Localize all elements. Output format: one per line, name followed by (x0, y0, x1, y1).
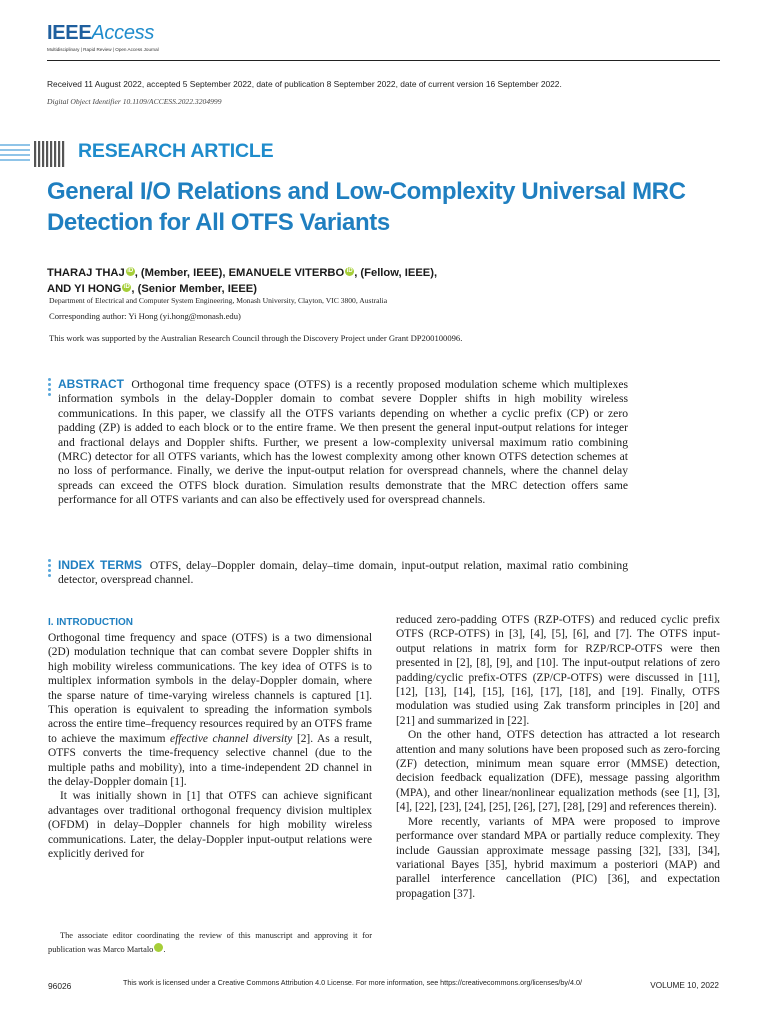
section-heading: I. INTRODUCTION (48, 617, 133, 628)
author-role: , (Senior Member, IEEE) (131, 283, 257, 295)
banner-stripes-icon (0, 141, 70, 167)
index-terms (58, 558, 628, 588)
affiliation: Department of Electrical and Computer System Engineering, Monash University, Clayton, VIC 3800, Australia (49, 296, 388, 305)
orcid-icon[interactable]: iD (127, 268, 134, 274)
editor-note-end: . (163, 945, 166, 954)
paragraph: More recently, variants of MPA were proposed to improve performance over standard MPA or partially reduce complexity. They include Gaussian approximate message passing [32], [33], [34], variational Bayes [35], hybrid maximum a posteriori (MAP) and parallel interference cancellation (PIC) [36], and expectation propagation [37]. (396, 815, 720, 900)
author-role: , (Fellow, IEEE), (354, 267, 438, 279)
header-divider (47, 60, 720, 61)
author-list (47, 265, 667, 297)
abstract-dots-icon (48, 378, 52, 398)
article-type-label: RESEARCH ARTICLE (78, 140, 274, 162)
doi: Digital Object Identifier 10.1109/ACCESS.2022.3204999 (47, 97, 222, 106)
corresponding-author: Corresponding author: Yi Hong (yi.hong@monash.edu) (49, 311, 241, 321)
editor-note-text: The associate editor coordinating the review of this manuscript and approving it for publication was Marco Martalo (48, 931, 372, 954)
emphasis-text: effective channel diversity (170, 732, 293, 745)
funding-statement: This work was supported by the Australian Research Council through the Discovery Project under Grant DP200100096. (49, 333, 463, 343)
author-name[interactable]: AND YI HONG (47, 283, 122, 295)
author-name[interactable]: THARAJ THAJ (47, 267, 125, 279)
editor-note (48, 929, 372, 957)
abstract-label: ABSTRACT (58, 377, 124, 391)
received-dates: Received 11 August 2022, accepted 5 September 2022, date of publication 8 September 2022, date of current version 16 September 2022. (47, 79, 562, 89)
orcid-icon[interactable]: iD (154, 943, 163, 952)
logo-ieee-text: IEEE (47, 22, 92, 44)
license-note[interactable]: This work is licensed under a Creative Commons Attribution 4.0 License. For more information, see https://creativecommons.org/licenses/by/4.0/ (123, 978, 583, 987)
logo-tagline: Multidisciplinary | Rapid Review | Open Access Journal (47, 47, 159, 52)
paragraph: On the other hand, OTFS detection has attracted a lot research attention and many solutions have been proposed such as zero-forcing (ZF) detection, minimum mean square error (MMSE) detection, decision feedback equalization (DFE), message passing algorithm (MPA), and other linear/nonlinear equalization methods (see [1], [3], [4], [22], [23], [24], [25], [26], [27], [28], [29] and references therein). (396, 729, 720, 814)
orcid-icon[interactable]: iD (123, 284, 130, 290)
index-terms-text: OTFS, delay–Doppler domain, delay–time domain, input-output relation, maximal ratio combining detector, overspread channel. (58, 559, 629, 587)
logo-access-text: Access (91, 22, 155, 44)
orcid-icon[interactable]: iD (346, 268, 353, 274)
logo-wordmark (47, 22, 159, 44)
right-column (396, 613, 720, 901)
index-terms-label: INDEX TERMS (58, 558, 143, 572)
paragraph: reduced zero-padding OTFS (RZP-OTFS) and reduced cyclic prefix OTFS (RCP-OTFS) in [3], [4], [5], [6], and [7]. The OTFS input-output relations in matrix form for RZP/RCP-OTFS were then presented in [2], [8], [9], and [10]. The input-output relations of zero padding/cyclic prefix-OTFS (ZP/CP-OTFS) were discussed in [11], [12], [13], [14], [15], [16], [17], [18], and [19]. Finally, OTFS modulation was studied using Zak transform principles in [20] and [21] and summarized in [22]. (396, 614, 720, 727)
author-name[interactable]: EMANUELE VITERBO (228, 267, 345, 279)
paragraph: It was initially shown in [1] that OTFS can achieve significant advantages over traditional orthogonal frequency division multiplex (OFDM) in delay–Doppler channels for high mobility wireless communications. Later, the delay-Doppler input-output relations were explicitly derived for (48, 790, 372, 861)
author-role: , (Member, IEEE), (134, 267, 229, 279)
abstract (58, 377, 628, 508)
article-type-banner (0, 137, 280, 169)
journal-logo[interactable] (47, 22, 159, 52)
index-terms-dots-icon (48, 559, 52, 579)
left-column (48, 616, 372, 862)
volume-label: VOLUME 10, 2022 (650, 981, 719, 990)
paper-title: General I/O Relations and Low-Complexity Universal MRC Detection for All OTFS Variants (47, 178, 686, 236)
paragraph (48, 631, 372, 789)
abstract-text: Orthogonal time frequency space (OTFS) is a recently proposed modulation scheme which multiplexes information symbols in the delay-Doppler domain to combat severe Doppler shifts in high mobility wireless communications. In this paper, we classify all the OTFS variants depending on whether a cyclic prefix (CP) or zero padding (ZP) is added to each block or to the entire frame. We then present the general input-output relations for integer and fractional delays and Doppler shifts. Further, we present a low-complexity universal maximum ratio combining (MRC) detector for all OTFS variants, which has the lowest complexity among other known OTFS detection schemes at no loss of performance. Finally, we derive the input-output relation for overspread channels, where the channel delay spreads can exceed the OTFS block duration. Simulation results demonstrate that the MRC detection offers same performance for all OTFS variants and can also be effectively used for overspread channels. (58, 378, 628, 507)
paragraph-text: [2]. As a result, OTFS converts the time-frequency selective channel (due to the multiple paths and mobility), into a time-independent 2D channel in the delay-Doppler domain [1]. (48, 732, 373, 789)
page-number: 96026 (48, 981, 72, 991)
paragraph-text: Orthogonal time frequency and space (OTFS) is a two dimensional (2D) modulation technique that can combat severe Doppler shifts in high mobility wireless communications. The key idea of OTFS is to multiplex information symbols in the delay-Doppler domain, where the sparse nature of time-varying wireless channels is captured [1]. This operation is equivalent to spreading the information symbols across the entire time–frequency resources required by an OTFS frame to achieve the maximum (48, 632, 372, 745)
